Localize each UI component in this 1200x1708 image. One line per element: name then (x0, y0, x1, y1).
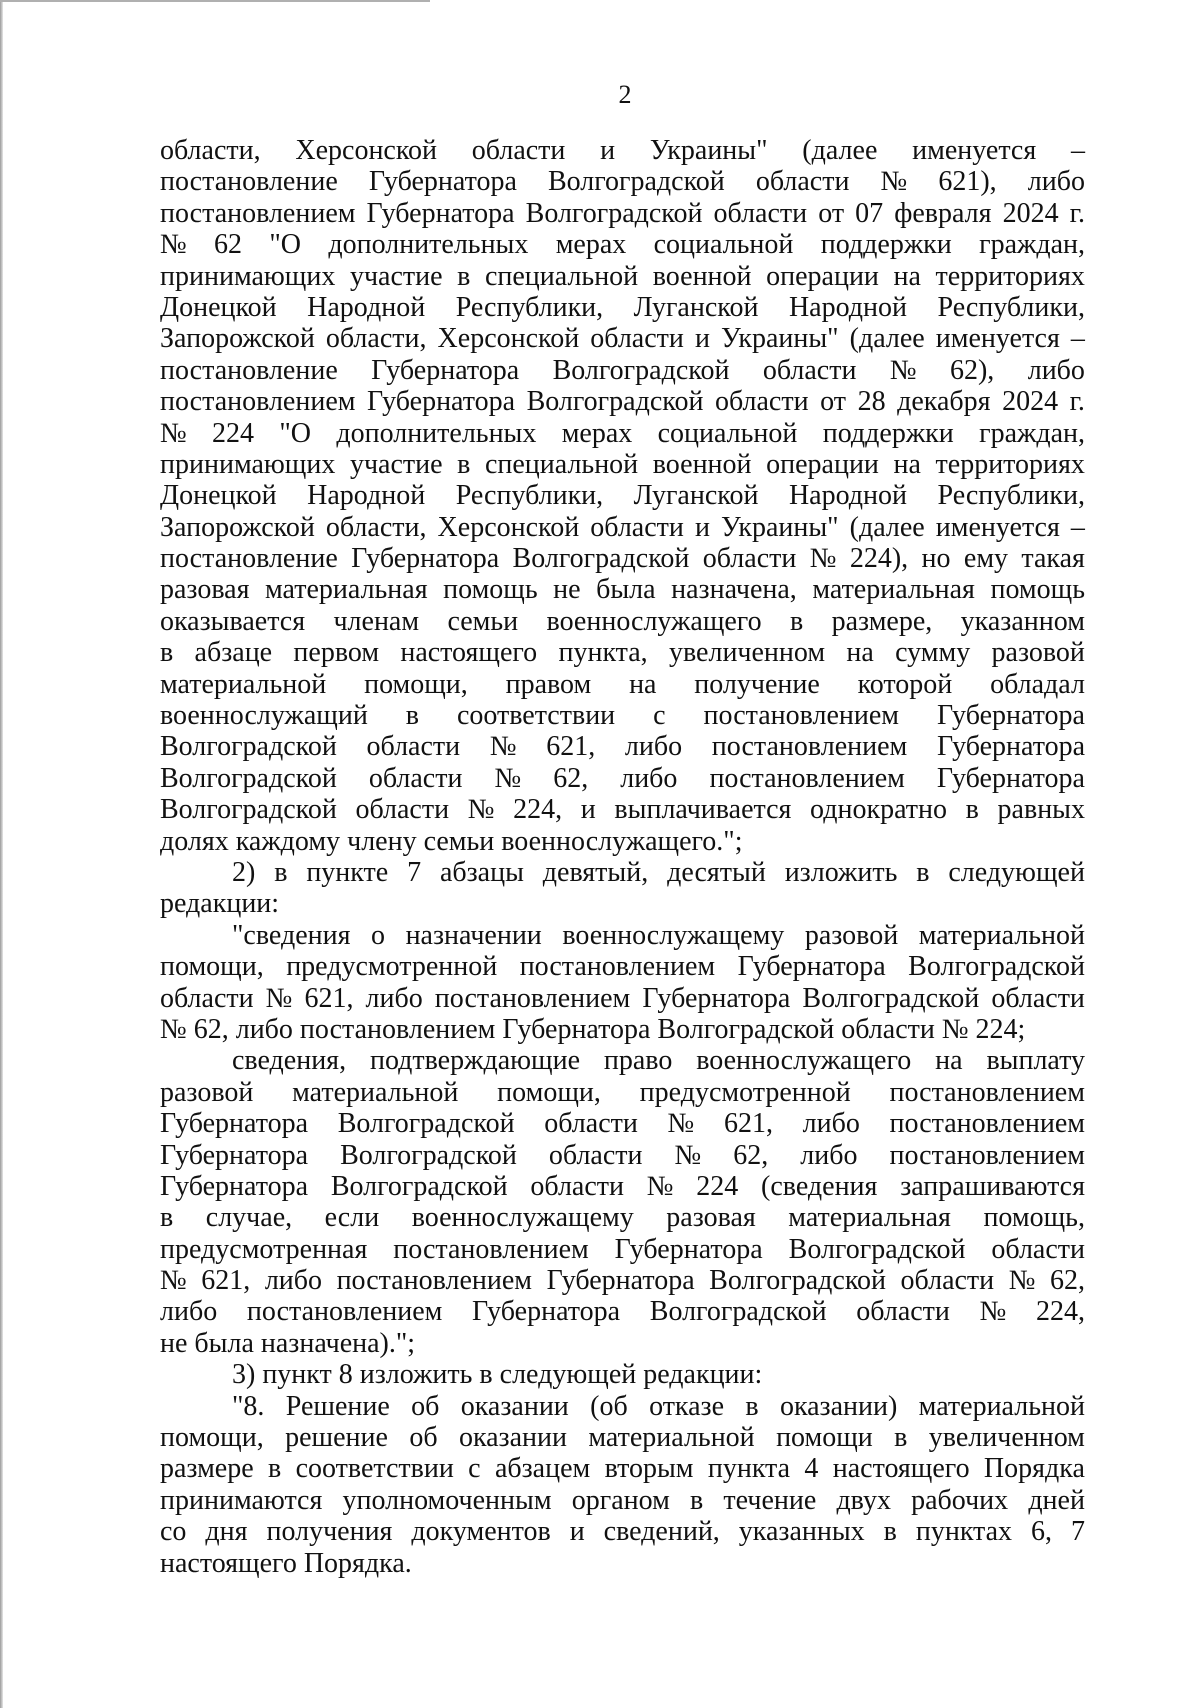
text-line: 2) в пункте 7 абзацы девятый, десятый изложить в следующей (232, 856, 1085, 888)
text-line: помощи, предусмотренной постановлением Губернатора Волгоградской (160, 951, 1085, 983)
text-line: Запорожской области, Херсонской области и Украины" (далее именуется – (160, 323, 1085, 355)
text-line: в абзаце первом настоящего пункта, увеличенном на сумму разовой (160, 637, 1085, 669)
text-line: разовая материальная помощь не была назначена, материальная помощь (160, 574, 1085, 606)
text-line: либо постановлением Губернатора Волгоградской области № 224, (160, 1296, 1085, 1328)
text-line: постановлением Губернатора Волгоградской области от 28 декабря 2024 г. (160, 386, 1085, 418)
text-line: 3) пункт 8 изложить в следующей редакции: (232, 1359, 763, 1391)
scan-edge-top (0, 0, 430, 2)
text-line: № 62 "О дополнительных мерах социальной поддержки граждан, (160, 229, 1085, 261)
text-line: Губернатора Волгоградской области № 62, либо постановлением (160, 1139, 1085, 1171)
text-line: размере в соответствии с абзацем вторым пункта 4 настоящего Порядка (160, 1453, 1085, 1485)
document-text (160, 135, 1085, 1579)
text-line: оказывается членам семьи военнослужащего в размере, указанном (160, 605, 1085, 637)
text-line: № 224 "О дополнительных мерах социальной поддержки граждан, (160, 417, 1085, 449)
text-line: принимаются уполномоченным органом в течение двух рабочих дней (160, 1484, 1085, 1516)
text-line: материальной помощи, правом на получение которой обладал (160, 668, 1085, 700)
text-line: помощи, решение об оказании материальной помощи в увеличенном (160, 1422, 1085, 1454)
text-line: принимающих участие в специальной военной операции на территориях (160, 448, 1085, 480)
text-line: постановление Губернатора Волгоградской области № 621), либо (160, 166, 1085, 198)
text-line: разовой материальной помощи, предусмотренной постановлением (160, 1076, 1085, 1108)
text-line: области № 621, либо постановлением Губернатора Волгоградской области (160, 982, 1085, 1014)
text-line: со дня получения документов и сведений, указанных в пунктах 6, 7 (160, 1516, 1085, 1548)
text-line: № 62, либо постановлением Губернатора Волгоградской области № 224; (160, 1013, 1026, 1045)
text-line: Волгоградской области № 621, либо постановлением Губернатора (160, 731, 1085, 763)
text-line: "сведения о назначении военнослужащему разовой материальной (232, 919, 1085, 951)
text-line: долях каждому члену семьи военнослужащего."; (160, 825, 743, 857)
text-line: предусмотренная постановлением Губернатора Волгоградской области (160, 1233, 1085, 1265)
text-line: настоящего Порядка. (160, 1547, 412, 1579)
text-line: постановление Губернатора Волгоградской области № 62), либо (160, 354, 1085, 386)
text-line: Волгоградской области № 224, и выплачивается однократно в равных (160, 794, 1085, 826)
text-line: Донецкой Народной Республики, Луганской Народной Республики, (160, 291, 1085, 323)
text-line: № 621, либо постановлением Губернатора Волгоградской области № 62, (160, 1265, 1085, 1297)
text-line: Запорожской области, Херсонской области и Украины" (далее именуется – (160, 511, 1085, 543)
text-line: постановлением Губернатора Волгоградской области от 07 февраля 2024 г. (160, 197, 1085, 229)
text-line: Волгоградской области № 62, либо постановлением Губернатора (160, 762, 1085, 794)
text-line: сведения, подтверждающие право военнослужащего на выплату (232, 1045, 1085, 1077)
text-line: Донецкой Народной Республики, Луганской Народной Республики, (160, 480, 1085, 512)
text-line: в случае, если военнослужащему разовая материальная помощь, (160, 1202, 1085, 1234)
scan-edge-left (0, 0, 3, 1708)
page-number: 2 (618, 80, 632, 109)
text-line: редакции: (160, 888, 280, 920)
text-line: принимающих участие в специальной военной операции на территориях (160, 260, 1085, 292)
text-line: "8. Решение об оказании (об отказе в оказании) материальной (232, 1390, 1085, 1422)
text-line: области, Херсонской области и Украины" (далее именуется – (160, 135, 1085, 166)
text-line: не была назначена)."; (160, 1327, 416, 1359)
text-line: Губернатора Волгоградской области № 224 (сведения запрашиваются (160, 1170, 1085, 1202)
text-line: военнослужащий в соответствии с постановлением Губернатора (160, 700, 1085, 732)
text-line: Губернатора Волгоградской области № 621, либо постановлением (160, 1108, 1085, 1140)
text-line: постановление Губернатора Волгоградской области № 224), но ему такая (160, 543, 1085, 575)
